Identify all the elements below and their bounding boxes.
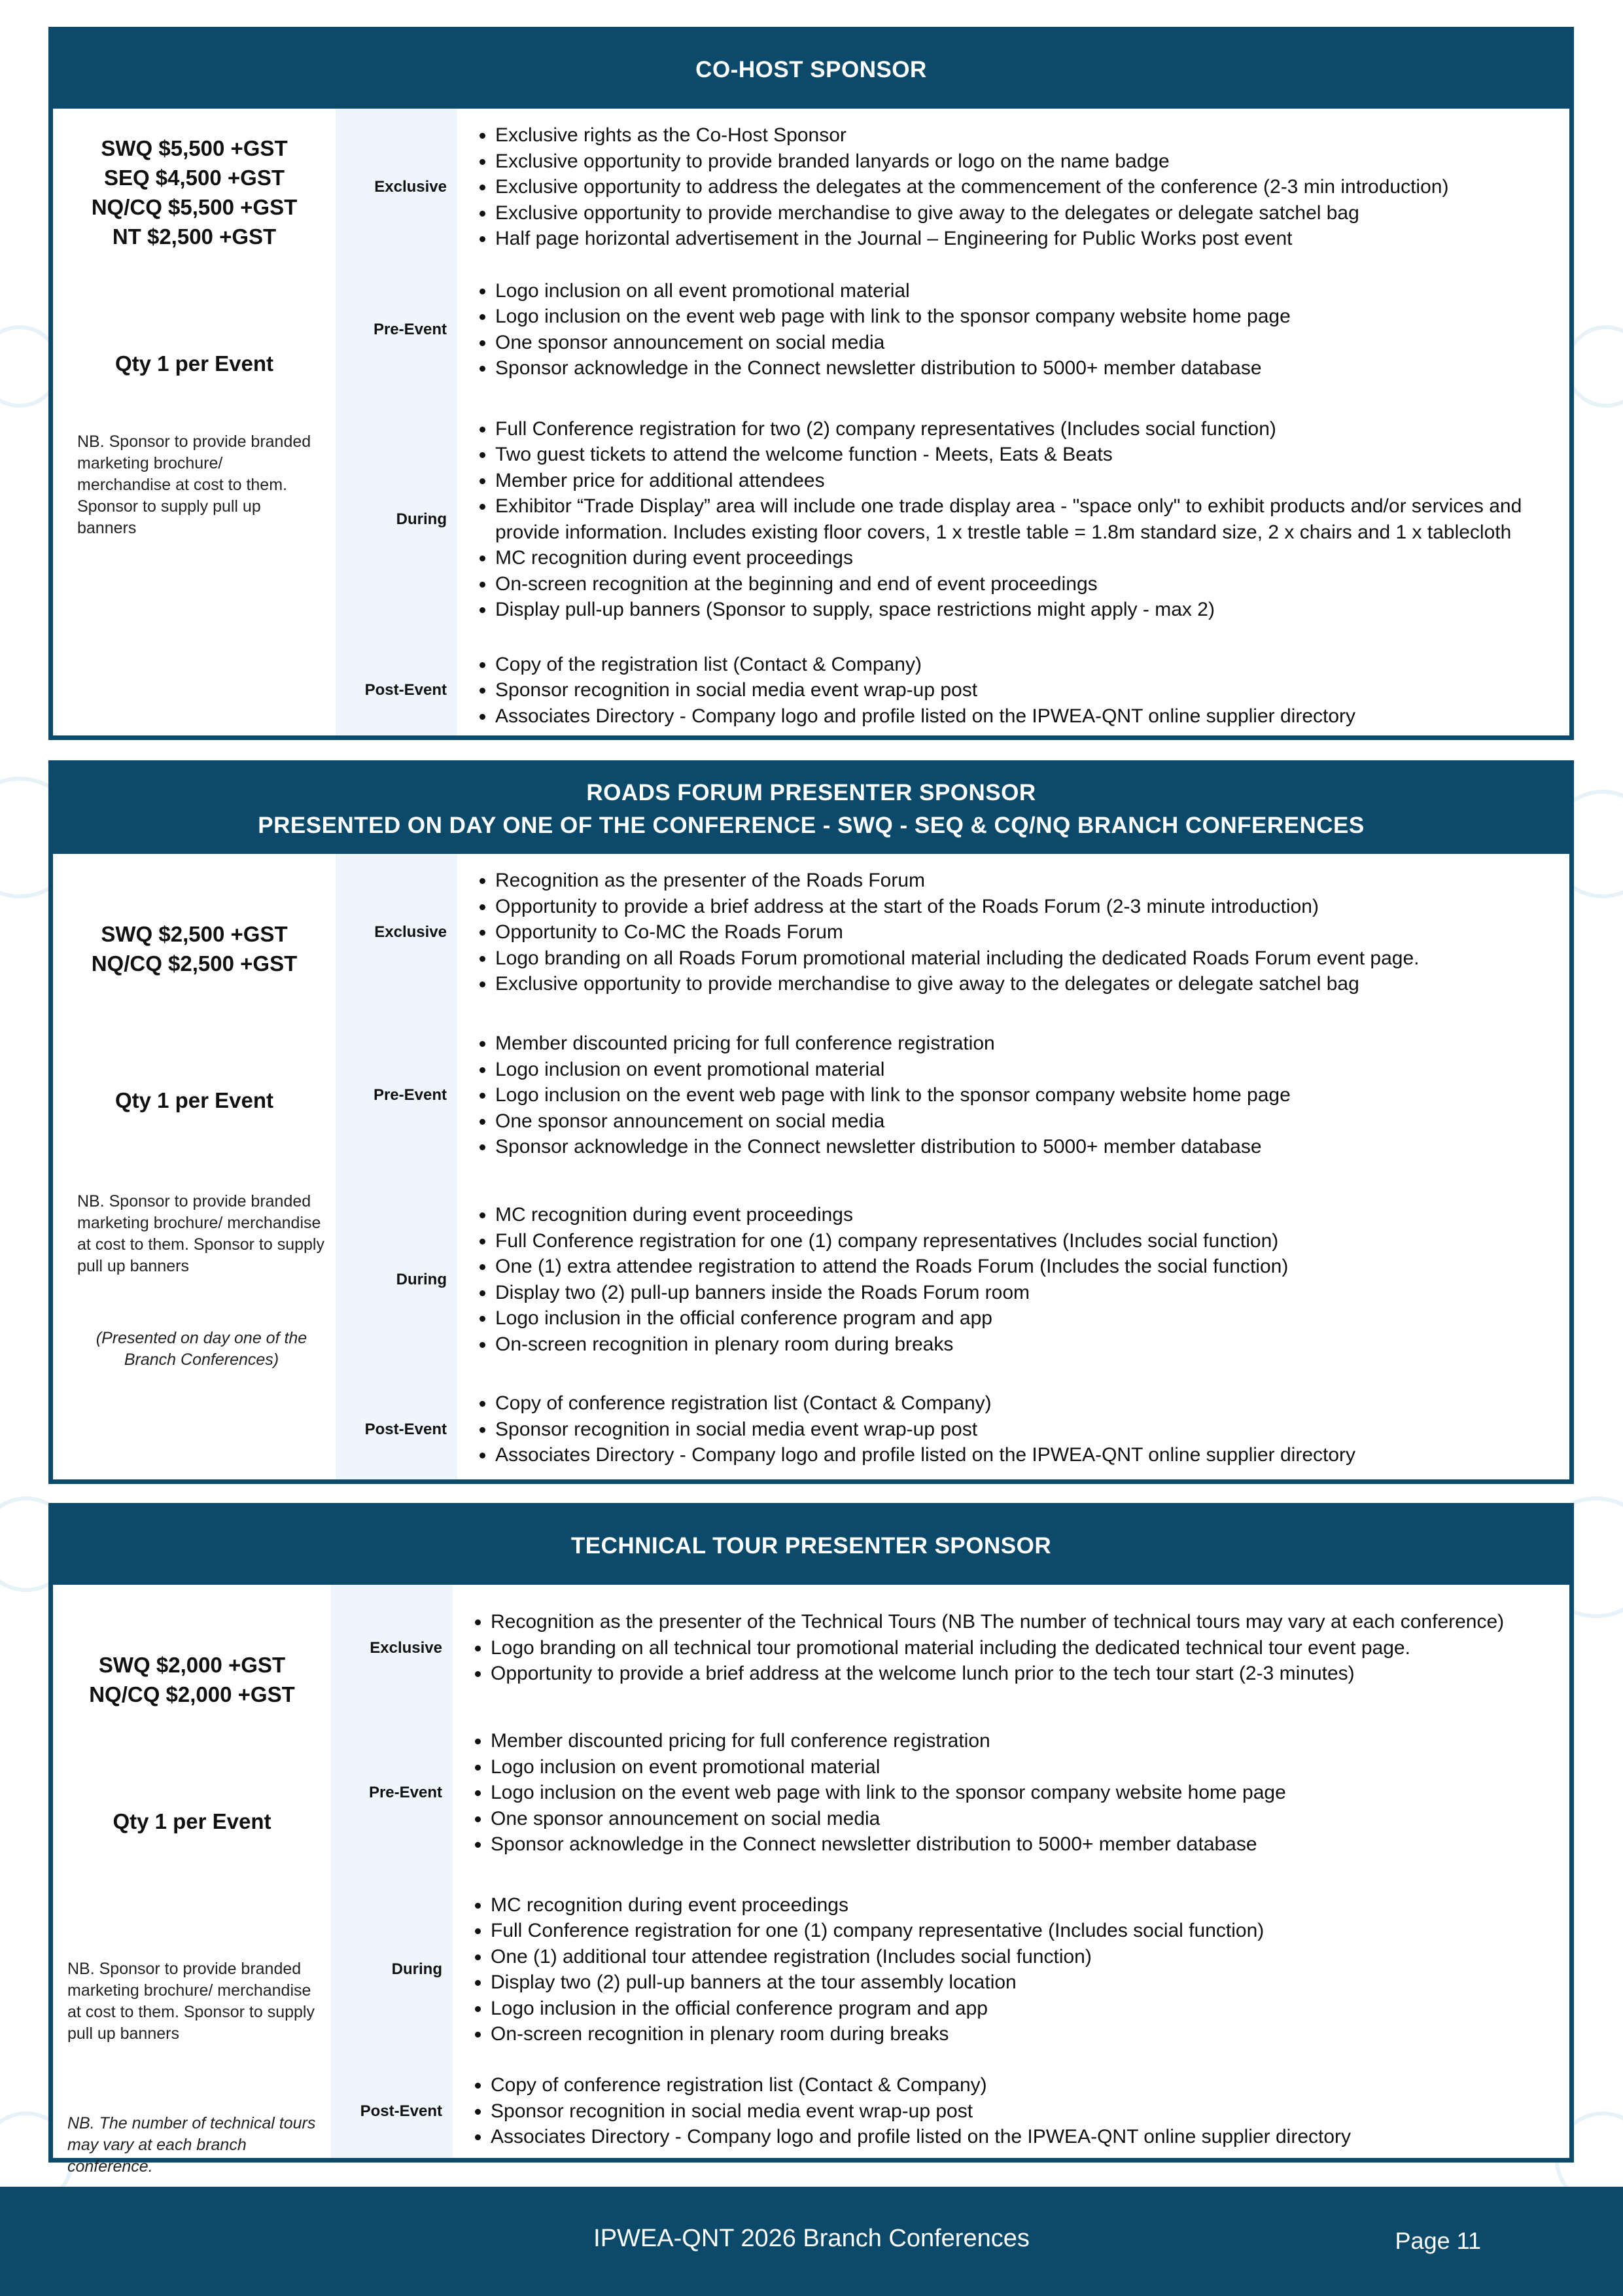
section-label: During <box>336 1180 457 1379</box>
list-item: • Logo inclusion on the event web page with link to the sponsor company website home page <box>495 304 1556 330</box>
price-nqcq: NQ/CQ $5,500 +GST <box>91 195 298 219</box>
list-item: • Logo branding on all Roads Forum promotional material including the dedicated Roads Forum event page. <box>495 945 1556 972</box>
footer-title: IPWEA-QNT 2026 Branch Conferences <box>593 2225 1030 2252</box>
section-label: Exclusive <box>336 854 457 1011</box>
list-item: • Recognition as the presenter of the Roads Forum <box>495 868 1556 894</box>
page-footer <box>0 2187 1623 2296</box>
cohost-qty: Qty 1 per Event <box>114 351 274 376</box>
list-item: • Member discounted pricing for full conference registration <box>495 1031 1556 1057</box>
roads-price-list <box>53 919 336 978</box>
section-label: Pre-Event <box>336 266 457 393</box>
price-swq: SWQ $5,500 +GST <box>101 136 288 160</box>
list-item: • Opportunity to provide a brief address at the start of the Roads Forum (2-3 minute introduction) <box>495 894 1556 920</box>
cohost-section-post-event <box>336 645 1569 735</box>
list-item: • Recognition as the presenter of the Technical Tours (NB The number of technical tours may vary at each conference) <box>491 1609 1556 1635</box>
price-swq: SWQ $2,000 +GST <box>98 1653 286 1677</box>
list-item: • Full Conference registration for one (1) company representative (Includes social function) <box>491 1918 1556 1944</box>
list-item: • Copy of conference registration list (Contact & Company) <box>491 2072 1556 2098</box>
list-item: • Half page horizontal advertisement in the Journal – Engineering for Public Works post event <box>495 226 1556 252</box>
roads-title: ROADS FORUM PRESENTER SPONSOR <box>586 780 1036 805</box>
list-item: • Display two (2) pull-up banners at the tour assembly location <box>491 1969 1556 1996</box>
list-item: • One (1) extra attendee registration to attend the Roads Forum (Includes the social function) <box>495 1254 1556 1280</box>
list-item: • One sponsor announcement on social media <box>495 1108 1556 1135</box>
cohost-header <box>53 31 1569 109</box>
section-label: Exclusive <box>336 109 457 266</box>
tech-price-list <box>53 1650 331 1709</box>
list-item: • Associates Directory - Company logo and profile listed on the IPWEA-QNT online supplier directory <box>495 703 1556 730</box>
list-item: • Member price for additional attendees <box>495 468 1556 494</box>
list-item: • Sponsor recognition in social media event wrap-up post <box>491 2098 1556 2125</box>
section-label: During <box>336 393 457 645</box>
tech-section-post-event <box>331 2064 1569 2158</box>
tech-qty: Qty 1 per Event <box>113 1809 271 1833</box>
roads-subtitle: PRESENTED ON DAY ONE OF THE CONFERENCE - SWQ - SEQ & CQ/NQ BRANCH CONFERENCES <box>258 813 1365 838</box>
list-item: • Two guest tickets to attend the welcome function - Meets, Eats & Beats <box>495 442 1556 468</box>
tech-section-during <box>331 1875 1569 2064</box>
price-nqcq: NQ/CQ $2,500 +GST <box>91 951 298 976</box>
list-item: • Exclusive opportunity to provide branded lanyards or logo on the name badge <box>495 149 1556 175</box>
cohost-price-list <box>53 133 336 251</box>
list-item: • Sponsor acknowledge in the Connect newsletter distribution to 5000+ member database <box>495 1134 1556 1160</box>
list-item: • Logo inclusion on event promotional material <box>491 1754 1556 1780</box>
list-item: • Copy of the registration list (Contact & Company) <box>495 652 1556 678</box>
tech-sections <box>331 1585 1569 2158</box>
list-item: • Sponsor acknowledge in the Connect newsletter distribution to 5000+ member database <box>491 1831 1556 1858</box>
list-item: • Exclusive rights as the Co-Host Sponsor <box>495 122 1556 149</box>
list-item: • Sponsor recognition in social media event wrap-up post <box>495 677 1556 703</box>
list-item: • Exhibitor “Trade Display” area will include one trade display area - "space only" to exhibit products and/or services and provide information. Includes existing floor covers, 1 x trestle table = 1.8m standard size, 2 x chairs and 1 x tablecloth <box>495 493 1556 545</box>
tech-section-exclusive <box>331 1585 1569 1711</box>
list-item: • Copy of conference registration list (Contact & Company) <box>495 1390 1556 1417</box>
section-label: During <box>331 1875 453 2064</box>
list-item: • On-screen recognition at the beginning and end of event proceedings <box>495 571 1556 597</box>
cohost-section-during <box>336 393 1569 645</box>
roads-header <box>53 765 1569 854</box>
list-item: • Display two (2) pull-up banners inside the Roads Forum room <box>495 1280 1556 1306</box>
roads-forum-sponsor-block <box>48 760 1574 1484</box>
list-item: • Exclusive opportunity to provide merchandise to give away to the delegates or delegate satchel bag <box>495 971 1556 997</box>
list-item: • Logo inclusion in the official conference program and app <box>491 1996 1556 2022</box>
section-label: Post-Event <box>331 2064 453 2158</box>
list-item: • Full Conference registration for one (1) company representatives (Includes social function) <box>495 1228 1556 1254</box>
list-item: • Opportunity to Co-MC the Roads Forum <box>495 919 1556 945</box>
list-item: • Member discounted pricing for full conference registration <box>491 1728 1556 1754</box>
roads-sections <box>336 854 1569 1479</box>
list-item: • Logo inclusion in the official conference program and app <box>495 1305 1556 1332</box>
tech-note: NB. Sponsor to provide branded marketing brochure/ merchandise at cost to them. Sponsor to supply pull up banners <box>67 1960 315 2043</box>
cohost-note: NB. Sponsor to provide branded marketing brochure/ merchandise at cost to them. Sponsor to supply pull up banners <box>77 433 311 537</box>
price-nt: NT $2,500 +GST <box>112 224 277 249</box>
roads-qty: Qty 1 per Event <box>114 1088 274 1112</box>
cohost-sections <box>336 109 1569 735</box>
page-number: Page 11 <box>1395 2227 1481 2254</box>
list-item: • MC recognition during event proceedings <box>495 545 1556 571</box>
cohost-section-exclusive <box>336 109 1569 266</box>
price-swq: SWQ $2,500 +GST <box>101 922 288 946</box>
list-item: • One sponsor announcement on social media <box>491 1806 1556 1832</box>
tech-header <box>53 1508 1569 1585</box>
list-item: • Logo inclusion on all event promotional material <box>495 278 1556 304</box>
list-item: • MC recognition during event proceedings <box>495 1202 1556 1228</box>
section-label: Exclusive <box>331 1585 453 1711</box>
roads-day-one-note: (Presented on day one of the Branch Conferences) <box>96 1329 307 1369</box>
technical-tour-sponsor-block <box>48 1503 1574 2176</box>
list-item: • Logo inclusion on the event web page with link to the sponsor company website home page <box>491 1780 1556 1806</box>
list-item: • Sponsor recognition in social media event wrap-up post <box>495 1417 1556 1443</box>
cohost-section-pre-event <box>336 266 1569 393</box>
section-label: Pre-Event <box>331 1711 453 1875</box>
list-item: • Exclusive opportunity to address the delegates at the commencement of the conference (2-3 min introduction) <box>495 174 1556 200</box>
list-item: • On-screen recognition in plenary room during breaks <box>491 2021 1556 2047</box>
price-seq: SEQ $4,500 +GST <box>103 166 285 190</box>
roads-section-during <box>336 1180 1569 1379</box>
section-label: Post-Event <box>336 645 457 735</box>
list-item: • Display pull-up banners (Sponsor to supply, space restrictions might apply - max 2) <box>495 597 1556 623</box>
cohost-sponsor-block <box>48 27 1574 740</box>
list-item: • Full Conference registration for two (2) company representatives (Includes social function) <box>495 416 1556 442</box>
roads-section-post-event <box>336 1379 1569 1479</box>
roads-pricing-column <box>53 854 336 1479</box>
list-item: • Associates Directory - Company logo and profile listed on the IPWEA-QNT online supplier directory <box>491 2124 1556 2150</box>
tech-tours-note: NB. The number of technical tours may vary at each branch conference. <box>67 2114 316 2176</box>
section-label: Post-Event <box>336 1379 457 1479</box>
price-nqcq: NQ/CQ $2,000 +GST <box>89 1682 295 1706</box>
tech-pricing-column <box>53 1585 331 2176</box>
tech-section-pre-event <box>331 1711 1569 1875</box>
list-item: • One (1) additional tour attendee registration (Includes social function) <box>491 1944 1556 1970</box>
list-item: • Exclusive opportunity to provide merchandise to give away to the delegates or delegate satchel bag <box>495 200 1556 226</box>
list-item: • Logo branding on all technical tour promotional material including the dedicated technical tour event page. <box>491 1635 1556 1661</box>
section-label: Pre-Event <box>336 1011 457 1180</box>
roads-note: NB. Sponsor to provide branded marketing brochure/ merchandise at cost to them. Sponsor to supply pull up banners <box>77 1192 324 1275</box>
list-item: • Associates Directory - Company logo and profile listed on the IPWEA-QNT online supplier directory <box>495 1442 1556 1468</box>
list-item: • One sponsor announcement on social media <box>495 330 1556 356</box>
roads-section-pre-event <box>336 1011 1569 1180</box>
list-item: • Opportunity to provide a brief address at the welcome lunch prior to the tech tour start (2-3 minutes) <box>491 1661 1556 1687</box>
cohost-pricing-column <box>53 109 336 735</box>
list-item: • Logo inclusion on event promotional material <box>495 1057 1556 1083</box>
list-item: • Sponsor acknowledge in the Connect newsletter distribution to 5000+ member database <box>495 355 1556 381</box>
list-item: • On-screen recognition in plenary room during breaks <box>495 1332 1556 1358</box>
list-item: • Logo inclusion on the event web page with link to the sponsor company website home page <box>495 1082 1556 1108</box>
list-item: • MC recognition during event proceedings <box>491 1892 1556 1918</box>
roads-section-exclusive <box>336 854 1569 1011</box>
cohost-title: CO-HOST SPONSOR <box>695 57 927 82</box>
tech-title: TECHNICAL TOUR PRESENTER SPONSOR <box>570 1533 1052 1559</box>
